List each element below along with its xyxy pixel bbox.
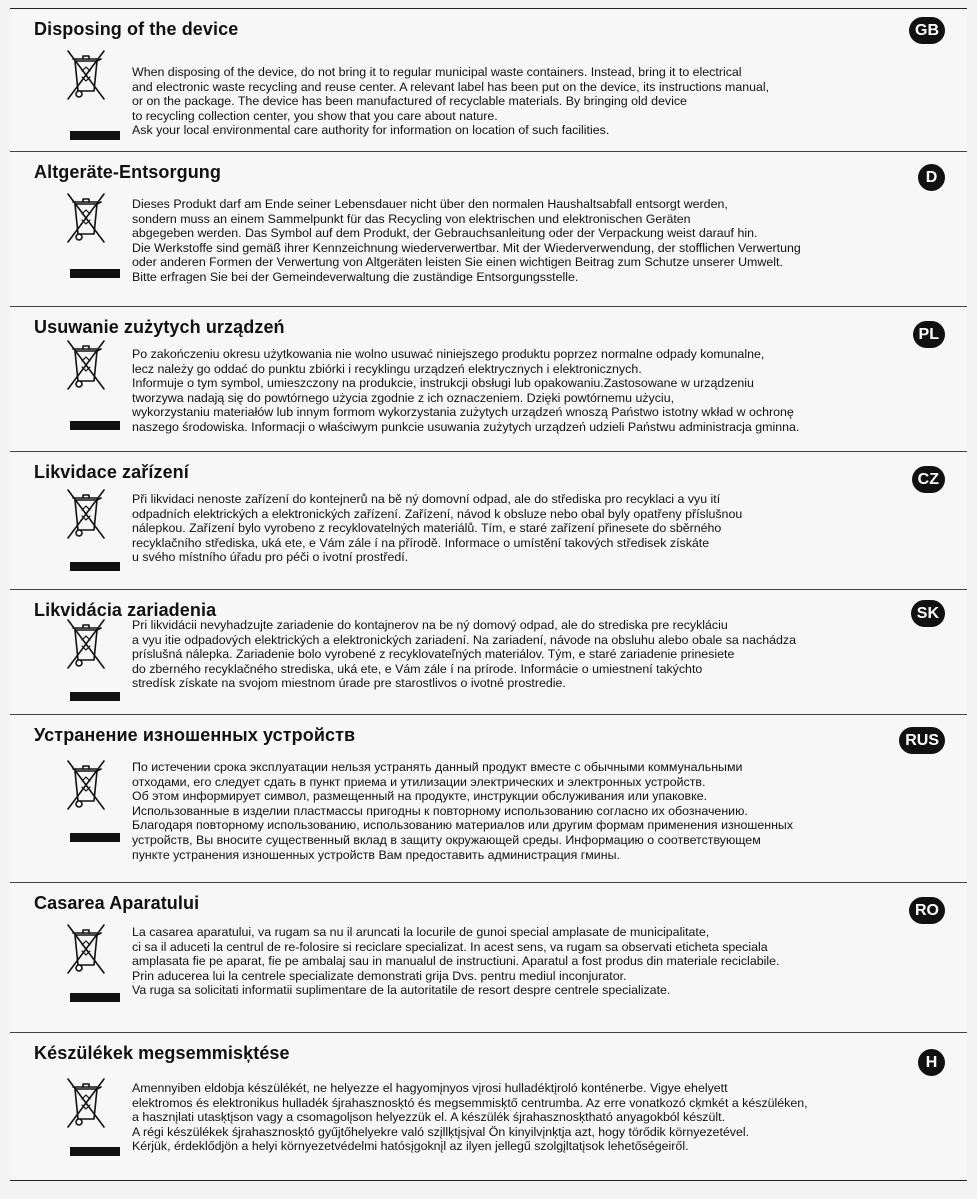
section-title: Устранение изношенных устройств: [34, 725, 356, 745]
section-title: Altgeräte-Entsorgung: [34, 162, 222, 182]
text-line: do zberného recyklačného strediska, uká ete, e Vám zále í na prírode. Informácie o umiestnení takýchto: [132, 661, 703, 676]
text-line: Amennyiben eldobja készülékét, ne helyezze el hagyomįnyos vįrosi hulladéktįroló konténerbe. Vigye ehelyett: [132, 1081, 728, 1095]
text-line: odpadních elektrických a elektronických zařízení. Zařízení, návod k obsluze nebo obal byly opatřeny příslušnou: [132, 506, 743, 521]
text-line: Při likvidaci nenoste zařízení do kontejnerů na bě ný domovní odpad, ale do střediska pro recyklaci a vyu ití: [132, 492, 721, 506]
text-line: ci sa il aduceti la centrul de re-folosire si reciclare specializat. In acest sens, va rugam sa observati eticheta speciala: [132, 939, 768, 954]
section-title: Készülékek megsemmisķtése: [34, 1043, 290, 1063]
crossed-bin-icon: [64, 486, 108, 544]
text-line: naszego środowiska. Informacji o właściwym punkcie usuwania zużytych urządzeń udzieli Państwu administracja gminna.: [132, 419, 800, 434]
text-line: Prin aducerea lui la centrele specializate demonstrati grija Dvs. pentru mediul inconjurator.: [132, 968, 627, 983]
text-line: nálepkou. Zařízení bylo vyrobeno z recyklovatelných materiálů. Tím, e staré zařízení přinesete do sběrného: [132, 521, 722, 536]
crossed-bin-icon: [64, 616, 108, 674]
language-badge: RUS: [899, 727, 945, 754]
section-body: [132, 1081, 959, 1154]
section-h: [10, 1033, 967, 1180]
black-bar: [70, 1147, 120, 1156]
section-title: Usuwanie zużytych urządzeń: [34, 317, 285, 337]
language-badge: SK: [911, 600, 945, 627]
text-line: Po zakończeniu okresu użytkowania nie wolno usuwać niniejszego produktu poprzez normalne odpady komunalne,: [132, 347, 765, 361]
black-bar: [70, 692, 120, 701]
black-bar: [70, 421, 120, 430]
text-line: a vyu itie odpadových elektrických a elektronických zariadení. Na zariadení, návode na obsluhu alebo obale sa nachádza: [132, 632, 797, 647]
text-line: lecz należy go oddać do punktu zbiórki i recyklingu urządzeń elektrycznych i elektronicznych.: [132, 361, 642, 376]
section-sk: [10, 590, 967, 715]
section-pl: [10, 307, 967, 452]
text-line: tworzywa nadają się do powtórnego użycia zgodnie z ich oznaczeniem. Dzięki powtórnemu użyciu,: [132, 390, 675, 405]
text-line: Dieses Produkt darf am Ende seiner Lebensdauer nicht über den normalen Haushaltsabfall entsorgt werden,: [132, 197, 728, 211]
text-line: По истечении срока эксплуатации нельзя устранять данный продукт вместе с обычными коммунальными: [132, 760, 743, 774]
text-line: a hasznįlati utasķtįson vagy a csomagolįson helyezzük el. A készülék śjrahasznosķtható anyagokból készült.: [132, 1110, 726, 1125]
text-line: La casarea aparatului, va rugam sa nu il aruncati la locurile de gunoi special amplasate de municipalitate,: [132, 925, 710, 939]
section-body: [132, 618, 959, 691]
text-line: or on the package. The device has been manufactured of recyclable materials. By bringing old device: [132, 94, 687, 109]
text-line: Об этом информирует символ, размещенный на продукте, инструкции обслуживания или упаковке.: [132, 789, 708, 804]
section-title: Disposing of the device: [34, 19, 239, 39]
section-body: [132, 492, 959, 565]
text-line: Ask your local environmental care authority for information on location of such facilities.: [132, 123, 610, 138]
text-line: Благодаря повторному использованию, использованию материалов или другим формам применения изношенных: [132, 818, 794, 833]
text-line: oder anderen Formen der Verwertung von Altgeräten leisten Sie einen wichtigen Beitrag zum Schutze unserer Umwelt.: [132, 255, 783, 270]
text-line: Va ruga sa solicitati informatii suplimentare de la autoritatile de resort despre centrele specializate.: [132, 983, 671, 998]
text-line: Informuje o tym symbol, umieszczony na produkcie, instrukcji obsługi lub opakowaniu.Zastosowane w urządzeniu: [132, 376, 754, 391]
text-line: u svého místního úřadu pro péči o ivotní prostředí.: [132, 550, 409, 565]
crossed-bin-icon: [64, 337, 108, 395]
section-d: [10, 152, 967, 307]
section-title: Casarea Aparatului: [34, 893, 200, 913]
section-body: [132, 197, 959, 285]
document-page: [10, 8, 967, 1181]
text-line: recyklačního střediska, uká ete, e Vám zále í na přírodě. Informace o umístění takových středisek získáte: [132, 535, 710, 550]
black-bar: [70, 833, 120, 842]
language-badge: H: [918, 1049, 945, 1076]
text-line: elektromos és elektronikus hulladék śjrahasznosķtó és megsemmisķtő centrumba. Az erre vonatkozó cķmkét a készüléken,: [132, 1095, 808, 1110]
black-bar: [70, 562, 120, 571]
section-title: Likvidace zařízení: [34, 462, 189, 482]
text-line: sondern muss an einem Sammelpunkt für das Recycling von elektrischen und elektronischen Geräten: [132, 211, 691, 226]
text-line: Kérjük, érdeklődjön a helyi környezetvédelmi hatósįgoknįl az ilyen jellegű szolgįltatįsok lehetőségeiről.: [132, 1139, 689, 1154]
section-body: [132, 65, 959, 138]
language-badge: RO: [909, 897, 945, 924]
text-line: abgegeben werden. Das Symbol auf dem Produkt, der Gebrauchsanleitung oder der Verpackung weist darauf hin.: [132, 226, 758, 241]
text-line: Die Werkstoffe sind gemäß ihrer Kennzeichnung wiederverwertbar. Mit der Wiederverwendung, der stofflichen Verwertung: [132, 240, 801, 255]
text-line: stredísk získate na svojom miestnom úrade pre starostlivos o ivotné prostredie.: [132, 676, 566, 691]
text-line: Pri likvidácii nevyhadzujte zariadenie do kontajnerov na be ný domový odpad, ale do strediska pre recykláciu: [132, 618, 728, 632]
text-line: príslušná nálepka. Zariadenie bolo vyrobené z recyklovateľných materiálov. Tým, e staré zariadenie prinesiete: [132, 647, 735, 662]
crossed-bin-icon: [64, 1075, 108, 1133]
section-body: [132, 925, 959, 998]
crossed-bin-icon: [64, 190, 108, 248]
crossed-bin-icon: [64, 921, 108, 979]
text-line: amplasata fie pe aparat, fie pe ambalaj sau in manualul de instructiuni. Aparatul a fost produs din materiale reciclabile.: [132, 954, 780, 969]
section-cz: [10, 452, 967, 590]
section-title: Likvidácia zariadenia: [34, 600, 217, 620]
text-line: пункте устранения изношенных устройств Вам предоставить администрация гмины.: [132, 847, 620, 862]
language-badge: CZ: [912, 466, 945, 493]
text-line: отходами, его следует сдать в пункт приема и утилизации электрических и электронных устройств.: [132, 774, 706, 789]
section-gb: [10, 9, 967, 152]
section-body: [132, 347, 959, 435]
text-line: Bitte erfragen Sie bei der Gemeindeverwaltung die zuständige Entsorgungsstelle.: [132, 269, 579, 284]
text-line: A régi készülékek śjrahasznosķtó gyűjtőhelyekre való szįllķtįsįval Ön kinyilvįnķtja azt, hogy törődik környezetével.: [132, 1124, 750, 1139]
language-badge: D: [918, 164, 945, 191]
text-line: устройств, Вы вносите существенный вклад в защиту окружающей среды. Информацию о соответствующем: [132, 832, 761, 847]
section-rus: [10, 715, 967, 883]
text-line: to recycling collection center, you show that you care about nature.: [132, 108, 498, 123]
black-bar: [70, 131, 120, 140]
section-body: [132, 760, 959, 862]
language-badge: GB: [909, 17, 945, 44]
crossed-bin-icon: [64, 47, 108, 105]
language-badge: PL: [913, 321, 945, 348]
black-bar: [70, 993, 120, 1002]
black-bar: [70, 269, 120, 278]
text-line: wykorzystaniu materiałów lub innym formom wykorzystania zużytych urządzeń wnoszą Państwo istotny wkład w ochronę: [132, 405, 794, 420]
text-line: Использованные в изделии пластмассы пригодны к повторному использованию согласно их обозначению.: [132, 803, 748, 818]
section-ro: [10, 883, 967, 1033]
crossed-bin-icon: [64, 757, 108, 815]
text-line: and electronic waste recycling and reuse center. A relevant label has been put on the device, its instructions manual,: [132, 79, 770, 94]
text-line: When disposing of the device, do not bring it to regular municipal waste containers. Instead, bring it to electrical: [132, 65, 742, 79]
